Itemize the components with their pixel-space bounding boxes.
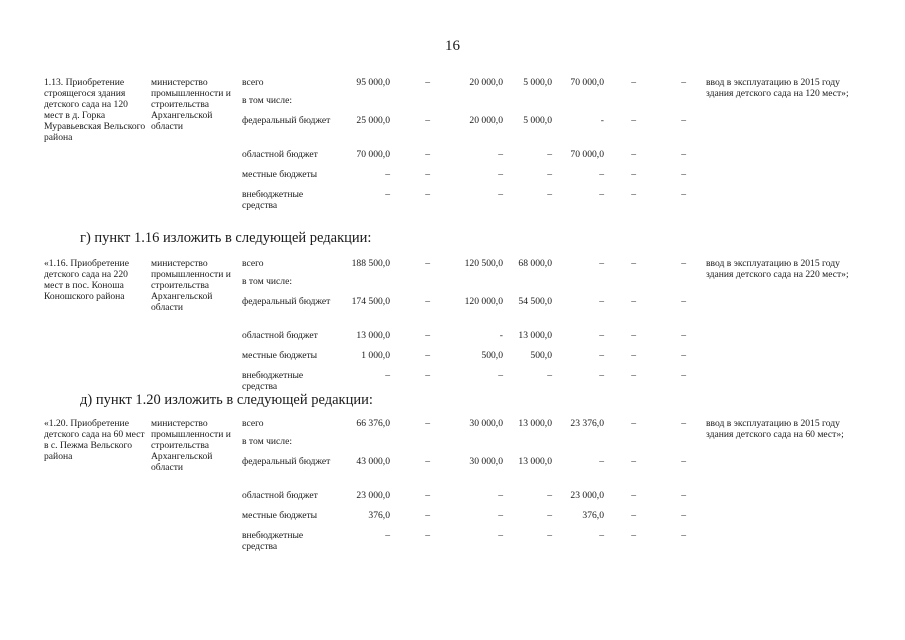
amount-y2016: – <box>547 490 552 501</box>
amount-y2014: – <box>425 510 430 521</box>
amount-y2018: – <box>631 418 636 429</box>
expected-result: ввод в эксплуатацию в 2015 году здания детского сада на 60 мест»; <box>706 418 844 440</box>
program-item-item-1-16 <box>0 258 905 398</box>
amount-y2014: – <box>425 456 430 467</box>
funding-source: федеральный бюджет <box>242 296 331 307</box>
amount-y2014: – <box>425 296 430 307</box>
funding-source: областной бюджет <box>242 330 318 341</box>
amount-y2015: 120 500,0 <box>464 258 503 269</box>
amount-y2014: – <box>425 258 430 269</box>
amount-y2018: – <box>631 258 636 269</box>
amount-y2017: – <box>599 189 604 200</box>
expected-result: ввод в эксплуатацию в 2015 году здания детского сада на 220 мест»; <box>706 258 849 280</box>
funding-source: федеральный бюджет <box>242 115 331 126</box>
amount-y2019: – <box>681 490 686 501</box>
amount-y2019: – <box>681 456 686 467</box>
amount-total: 13 000,0 <box>356 330 390 341</box>
amount-total: 95 000,0 <box>356 77 390 88</box>
amount-y2016: 5 000,0 <box>523 77 552 88</box>
amount-total: – <box>385 189 390 200</box>
funding-source: внебюджетные средства <box>242 370 304 392</box>
amount-y2014: – <box>425 350 430 361</box>
amount-y2019: – <box>681 149 686 160</box>
amount-total: 43 000,0 <box>356 456 390 467</box>
amount-y2015: 120 000,0 <box>464 296 503 307</box>
amount-y2019: – <box>681 296 686 307</box>
measure-name: 1.13. Приобретение строящегося здания детского сада на 120 мест в д. Горка Муравьевская Вельского района <box>44 77 146 143</box>
funding-source: всего <box>242 258 264 269</box>
heading-item-1-20: д) пункт 1.20 изложить в следующей редакции: <box>80 392 373 408</box>
amount-y2014: – <box>425 169 430 180</box>
amount-y2015: – <box>498 510 503 521</box>
amount-total: 70 000,0 <box>356 149 390 160</box>
amount-y2016: – <box>547 510 552 521</box>
amount-y2017: 23 000,0 <box>570 490 604 501</box>
amount-y2016: 5 000,0 <box>523 115 552 126</box>
amount-y2018: – <box>631 530 636 541</box>
amount-y2015: – <box>498 169 503 180</box>
amount-y2019: – <box>681 530 686 541</box>
amount-y2019: – <box>681 330 686 341</box>
funding-source: внебюджетные средства <box>242 189 304 211</box>
amount-total: 174 500,0 <box>351 296 390 307</box>
amount-y2019: – <box>681 77 686 88</box>
amount-total: 1 000,0 <box>361 350 390 361</box>
amount-y2014: – <box>425 530 430 541</box>
amount-y2016: 13 000,0 <box>518 418 552 429</box>
amount-y2019: – <box>681 510 686 521</box>
measure-name: «1.20. Приобретение детского сада на 60 мест в с. Пежма Вельского района <box>44 418 145 462</box>
amount-y2015: 30 000,0 <box>469 418 503 429</box>
amount-y2017: 23 376,0 <box>570 418 604 429</box>
amount-y2017: – <box>599 350 604 361</box>
amount-y2015: 30 000,0 <box>469 456 503 467</box>
amount-total: 23 000,0 <box>356 490 390 501</box>
amount-total: 66 376,0 <box>356 418 390 429</box>
amount-y2016: 13 000,0 <box>518 330 552 341</box>
funding-source: в том числе: <box>242 436 293 447</box>
expected-result: ввод в эксплуатацию в 2015 году здания детского сада на 120 мест»; <box>706 77 849 99</box>
amount-y2016: 54 500,0 <box>518 296 552 307</box>
amount-y2018: – <box>631 370 636 381</box>
amount-y2017: – <box>599 370 604 381</box>
funding-source: местные бюджеты <box>242 169 318 180</box>
amount-y2016: – <box>547 530 552 541</box>
amount-y2016: – <box>547 149 552 160</box>
funding-source: местные бюджеты <box>242 350 318 361</box>
amount-y2014: – <box>425 77 430 88</box>
amount-y2018: – <box>631 490 636 501</box>
amount-y2014: – <box>425 418 430 429</box>
amount-y2017: – <box>599 530 604 541</box>
page-number: 16 <box>445 38 460 54</box>
amount-y2014: – <box>425 189 430 200</box>
amount-y2016: 68 000,0 <box>518 258 552 269</box>
amount-y2017: 376,0 <box>582 510 604 521</box>
measure-name: «1.16. Приобретение детского сада на 220 мест в пос. Коноша Коношского района <box>44 258 129 302</box>
amount-y2016: – <box>547 169 552 180</box>
amount-y2018: – <box>631 77 636 88</box>
amount-y2015: - <box>499 330 503 341</box>
amount-y2018: – <box>631 189 636 200</box>
program-item-item-1-20 <box>0 418 905 558</box>
amount-y2018: – <box>631 115 636 126</box>
amount-y2017: 70 000,0 <box>570 149 604 160</box>
responsible-agency: министерство промышленности и строительства Архангельской области <box>151 77 231 132</box>
amount-y2014: – <box>425 330 430 341</box>
amount-y2014: – <box>425 149 430 160</box>
amount-y2018: – <box>631 296 636 307</box>
funding-source: всего <box>242 77 264 88</box>
funding-source: местные бюджеты <box>242 510 318 521</box>
amount-total: – <box>385 530 390 541</box>
funding-source: внебюджетные средства <box>242 530 304 552</box>
amount-y2017: – <box>599 258 604 269</box>
amount-total: 25 000,0 <box>356 115 390 126</box>
amount-y2015: 20 000,0 <box>469 115 503 126</box>
amount-y2016: – <box>547 370 552 381</box>
funding-source: областной бюджет <box>242 490 318 501</box>
funding-source: всего <box>242 418 264 429</box>
program-item-item-1-13 <box>0 77 905 217</box>
amount-y2019: – <box>681 169 686 180</box>
amount-total: – <box>385 370 390 381</box>
amount-y2016: 500,0 <box>530 350 552 361</box>
amount-y2016: – <box>547 189 552 200</box>
amount-y2015: 20 000,0 <box>469 77 503 88</box>
amount-y2019: – <box>681 258 686 269</box>
amount-y2014: – <box>425 370 430 381</box>
amount-y2015: – <box>498 530 503 541</box>
responsible-agency: министерство промышленности и строительства Архангельской области <box>151 418 231 473</box>
amount-y2019: – <box>681 418 686 429</box>
amount-y2015: – <box>498 370 503 381</box>
amount-y2016: 13 000,0 <box>518 456 552 467</box>
amount-y2018: – <box>631 350 636 361</box>
amount-y2017: – <box>599 456 604 467</box>
funding-source: в том числе: <box>242 95 293 106</box>
amount-y2015: – <box>498 189 503 200</box>
amount-y2017: 70 000,0 <box>570 77 604 88</box>
amount-y2018: – <box>631 330 636 341</box>
amount-y2015: – <box>498 149 503 160</box>
amount-y2018: – <box>631 510 636 521</box>
funding-source: областной бюджет <box>242 149 318 160</box>
funding-source: федеральный бюджет <box>242 456 331 467</box>
amount-y2014: – <box>425 115 430 126</box>
amount-y2019: – <box>681 189 686 200</box>
amount-y2017: - <box>600 115 604 126</box>
amount-total: – <box>385 169 390 180</box>
amount-total: 376,0 <box>368 510 390 521</box>
amount-y2014: – <box>425 490 430 501</box>
amount-y2019: – <box>681 115 686 126</box>
amount-y2018: – <box>631 456 636 467</box>
amount-y2018: – <box>631 169 636 180</box>
heading-item-1-16: г) пункт 1.16 изложить в следующей редакции: <box>80 230 372 246</box>
amount-y2018: – <box>631 149 636 160</box>
amount-y2017: – <box>599 296 604 307</box>
amount-y2017: – <box>599 330 604 341</box>
responsible-agency: министерство промышленности и строительства Архангельской области <box>151 258 231 313</box>
amount-y2017: – <box>599 169 604 180</box>
amount-y2015: – <box>498 490 503 501</box>
amount-y2019: – <box>681 350 686 361</box>
funding-source: в том числе: <box>242 276 293 287</box>
amount-y2019: – <box>681 370 686 381</box>
amount-total: 188 500,0 <box>351 258 390 269</box>
amount-y2015: 500,0 <box>481 350 503 361</box>
